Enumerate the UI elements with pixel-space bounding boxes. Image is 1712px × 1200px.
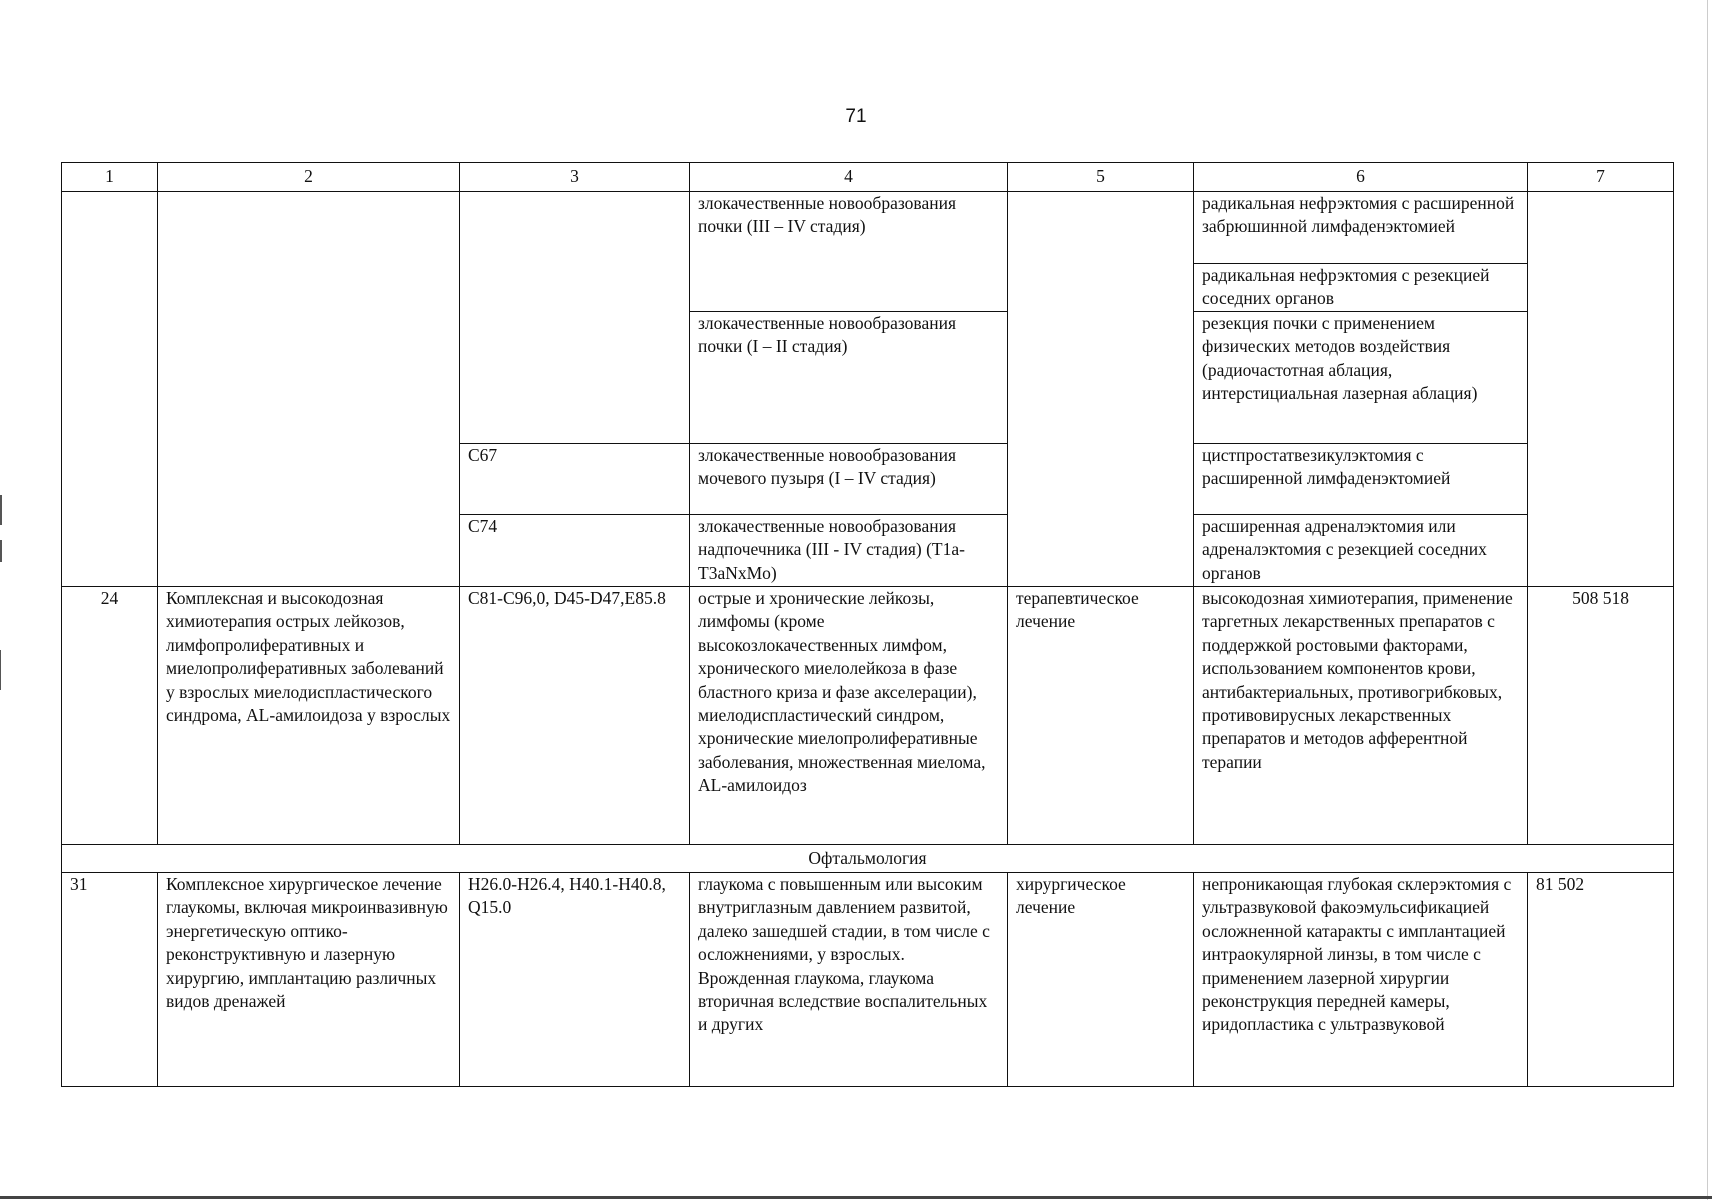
column-number-row (62, 163, 1674, 192)
scan-mark (0, 540, 2, 562)
cell-diagnosis: острые и хронические лейкозы, лимфомы (кроме высокозлокачественных лимфом, хронического миелолейкоза в фазе бластного криза и фазе акселерации), миелодиспластический синдром, хронические миелопролиферативные заболевания, множественная миелома, AL-амилоидоз (690, 587, 1008, 845)
scan-mark (0, 650, 1, 690)
section-row (62, 845, 1674, 873)
cell-cost (1528, 192, 1674, 587)
cell-icd-codes: C81-C96,0, D45-D47,E85.8 (460, 587, 690, 845)
cell-method: цистпростатвезикулэктомия с расширенной лимфаденэктомией (1194, 444, 1528, 515)
cell-treatment-type: терапевтическое лечение (1008, 587, 1194, 845)
cell-method: непроникающая глубокая склерэктомия с ультразвуковой факоэмульсификацией осложненной катаракты с имплантацией интраокулярной линзы, в том числе с применением лазерной хирургии реконструкция передней камеры, иридопластика с ультразвуковой (1194, 873, 1528, 1087)
cell-number: 24 (62, 587, 158, 845)
column-header: 7 (1528, 163, 1674, 192)
cell-method: расширенная адреналэктомия или адреналэктомия с резекцией соседних органов (1194, 515, 1528, 587)
cell-diagnosis: злокачественные новообразования мочевого пузыря (I – IV стадия) (690, 444, 1008, 515)
cell-number: 31 (62, 873, 158, 1087)
table-row (62, 873, 1674, 1087)
cell-diagnosis: злокачественные новообразования почки (I – II стадия) (690, 312, 1008, 444)
column-header: 2 (158, 163, 460, 192)
cell-procedure-group: Комплексное хирургическое лечение глаукомы, включая микроинвазивную энергетическую оптико-реконструктивную и лазерную хирургию, имплантацию различных видов дренажей (158, 873, 460, 1087)
table-row (62, 587, 1674, 845)
table-row (62, 192, 1674, 264)
cell-cost: 81 502 (1528, 873, 1674, 1087)
cell-treatment-type (1008, 192, 1194, 587)
cell-icd-codes (460, 192, 690, 444)
column-header: 3 (460, 163, 690, 192)
scan-edge-right (1707, 0, 1708, 1200)
page-number: 71 (845, 106, 867, 127)
scan-bottom-edge (0, 1196, 1712, 1199)
cell-procedure-group (158, 192, 460, 587)
section-heading: Офтальмология (62, 845, 1674, 873)
cell-number (62, 192, 158, 587)
cell-diagnosis: глаукома с повышенным или высоким внутриглазным давлением развитой, далеко зашедшей стадии, в том числе с осложнениями, у взрослых. Врожденная глаукома, глаукома вторичная вследствие воспалительных и других (690, 873, 1008, 1087)
column-header: 5 (1008, 163, 1194, 192)
scan-mark (0, 495, 2, 525)
cell-method: высокодозная химиотерапия, применение таргетных лекарственных препаратов с поддержкой ростовыми факторами, использованием компонентов крови, антибактериальных, противогрибковых, противовирусных лекарственных препаратов и методов афферентной терапии (1194, 587, 1528, 845)
cell-method: радикальная нефрэктомия с резекцией соседних органов (1194, 264, 1528, 312)
cell-treatment-type: хирургическое лечение (1008, 873, 1194, 1087)
column-header: 4 (690, 163, 1008, 192)
column-header: 1 (62, 163, 158, 192)
cell-diagnosis: злокачественные новообразования почки (III – IV стадия) (690, 192, 1008, 312)
column-header: 6 (1194, 163, 1528, 192)
cell-cost: 508 518 (1528, 587, 1674, 845)
cell-procedure-group: Комплексная и высокодозная химиотерапия острых лейкозов, лимфопролиферативных и миелопролиферативных заболеваний у взрослых миелодиспластического синдрома, AL-амилоидоза у взрослых (158, 587, 460, 845)
cell-icd-codes: H26.0-H26.4, H40.1-H40.8, Q15.0 (460, 873, 690, 1087)
cell-diagnosis: злокачественные новообразования надпочечника (III - IV стадия) (T1a-T3aNxMo) (690, 515, 1008, 587)
cell-icd-codes: C67 (460, 444, 690, 515)
cell-method: радикальная нефрэктомия с расширенной забрюшинной лимфаденэктомией (1194, 192, 1528, 264)
cell-method: резекция почки с применением физических методов воздействия (радиочастотная аблация, интерстициальная лазерная аблация) (1194, 312, 1528, 444)
cell-icd-codes: C74 (460, 515, 690, 587)
medical-care-table (61, 162, 1674, 1087)
